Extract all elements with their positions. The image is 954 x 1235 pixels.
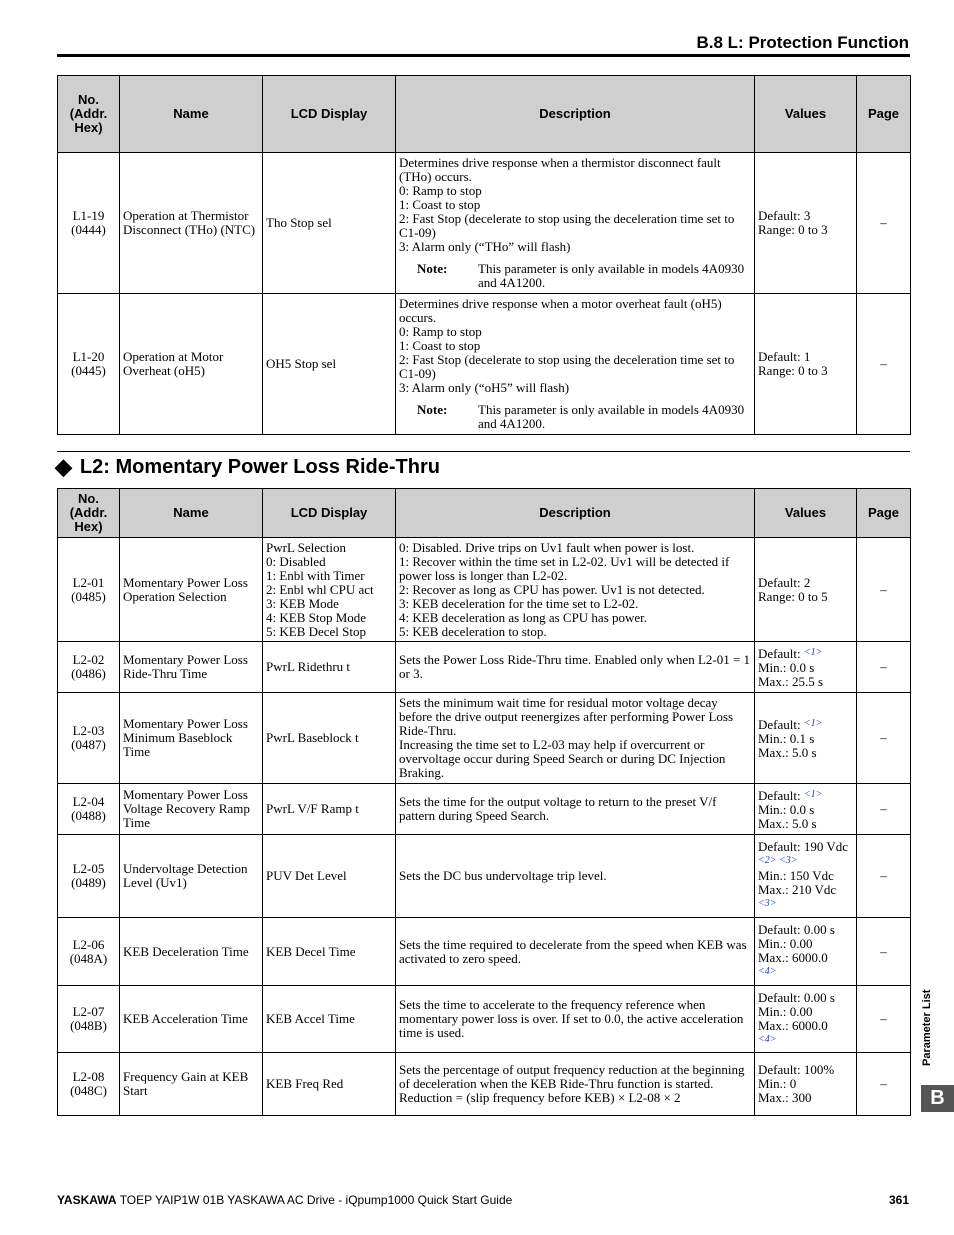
- section-title: L2: Momentary Power Loss Ride-Thru: [79, 455, 440, 478]
- footnote-ref[interactable]: <1>: [803, 717, 823, 729]
- param-page: –: [857, 835, 911, 918]
- param-page: –: [857, 918, 911, 986]
- param-page: –: [857, 1053, 911, 1116]
- param-lcd: PwrL Baseblock t: [263, 693, 396, 784]
- param-description: Sets the minimum wait time for residual motor voltage decay before the drive output reenergizes after performing Power Loss Ride-Thru. Increasing the time set to L2-03 may help if overcurrent or overvoltage occur during Speed Search or during DC Injection Braking.: [396, 693, 755, 784]
- col-header-description: Description: [396, 76, 755, 153]
- param-name: Momentary Power Loss Operation Selection: [120, 538, 263, 642]
- section-rule: [57, 451, 910, 452]
- diamond-bullet-icon: ◆: [55, 454, 72, 479]
- col-header-name: Name: [120, 76, 263, 153]
- param-description: 0: Disabled. Drive trips on Uv1 fault when power is lost. 1: Recover within the time set in L2-02. Uv1 will be detected if power loss is longer than L2-02. 2: Recover as long as CPU has power. Uv1 is not detected. 3: KEB deceleration for the time set to L2-02. 4: KEB deceleration as long as CPU has power. 5: KEB deceleration to stop.: [396, 538, 755, 642]
- parameter-table-l1: [57, 75, 911, 435]
- col-header-page: Page: [857, 489, 911, 538]
- param-lcd: OH5 Stop sel: [263, 294, 396, 435]
- param-values: Default: 3 Range: 0 to 3: [755, 153, 857, 294]
- param-name: Undervoltage Detection Level (Uv1): [120, 835, 263, 918]
- section-heading: [55, 454, 440, 480]
- param-lcd: KEB Decel Time: [263, 918, 396, 986]
- footnote-ref[interactable]: <1>: [803, 788, 823, 800]
- parameter-table-l2: [57, 488, 911, 1116]
- param-name: Frequency Gain at KEB Start: [120, 1053, 263, 1116]
- param-name: Operation at Motor Overheat (oH5): [120, 294, 263, 435]
- param-name: KEB Deceleration Time: [120, 918, 263, 986]
- param-page: –: [857, 538, 911, 642]
- table-row: [58, 153, 911, 294]
- param-lcd: PUV Det Level: [263, 835, 396, 918]
- running-header: B.8 L: Protection Function: [696, 33, 909, 52]
- param-values: Default: 0.00 s Min.: 0.00 Max.: 6000.0 $^{<4>}$: [755, 918, 857, 986]
- param-number: L2-04 (0488): [58, 784, 120, 835]
- param-number: L1-19 (0444): [58, 153, 120, 294]
- param-description: Determines drive response when a thermistor disconnect fault (THo) occurs. 0: Ramp to stop 1: Coast to stop 2: Fast Stop (decelerate to stop using the deceleration time set to C1-09) 3: Alarm only (“THo” will flash) Note: This parameter is only available in models 4A0930 and 4A1200.: [396, 153, 755, 294]
- table-row: [58, 693, 911, 784]
- param-page: –: [857, 153, 911, 294]
- param-description: Sets the Power Loss Ride-Thru time. Enabled only when L2-01 = 1 or 3.: [396, 642, 755, 693]
- param-lcd: PwrL Ridethru t: [263, 642, 396, 693]
- param-description: Sets the time for the output voltage to return to the preset V/f pattern during Speed Search.: [396, 784, 755, 835]
- param-note: Note: This parameter is only available in models 4A0930 and 4A1200.: [417, 261, 745, 290]
- param-values: Default: $^{<1>}$ Min.: 0.0 s Max.: 25.5 s: [755, 642, 857, 693]
- col-header-no: No. (Addr. Hex): [58, 489, 120, 538]
- table-row: [58, 538, 911, 642]
- footnote-ref[interactable]: <1>: [803, 646, 823, 658]
- param-values: Default: 190 Vdc $^{<2> <3>}$ Min.: 150 Vdc Max.: 210 Vdc $^{<3>}$: [755, 835, 857, 918]
- col-header-lcd: LCD Display: [263, 76, 396, 153]
- param-number: L1-20 (0445): [58, 294, 120, 435]
- footer-doc-info: YASKAWA TOEP YAIP1W 01B YASKAWA AC Drive - iQpump1000 Quick Start Guide: [57, 1193, 513, 1207]
- param-note: Note: This parameter is only available in models 4A0930 and 4A1200.: [417, 402, 745, 431]
- col-header-lcd: LCD Display: [263, 489, 396, 538]
- page-number: 361: [888, 1193, 909, 1207]
- table-row: [58, 986, 911, 1053]
- param-number: L2-03 (0487): [58, 693, 120, 784]
- table-row: [58, 642, 911, 693]
- param-values: Default: $^{<1>}$ Min.: 0.1 s Max.: 5.0 s: [755, 693, 857, 784]
- col-header-page: Page: [857, 76, 911, 153]
- param-name: Operation at Thermistor Disconnect (THo) (NTC): [120, 153, 263, 294]
- col-header-no: No. (Addr. Hex): [58, 76, 120, 153]
- table-row: [58, 835, 911, 918]
- param-description: Sets the DC bus undervoltage trip level.: [396, 835, 755, 918]
- param-lcd: KEB Accel Time: [263, 986, 396, 1053]
- param-values: Default: 2 Range: 0 to 5: [755, 538, 857, 642]
- param-description: Determines drive response when a motor overheat fault (oH5) occurs. 0: Ramp to stop 1: Coast to stop 2: Fast Stop (decelerate to stop using the deceleration time set to C1-09) 3: Alarm only (“oH5” will flash) Note: This parameter is only available in models 4A0930 and 4A1200.: [396, 294, 755, 435]
- param-lcd: Tho Stop sel: [263, 153, 396, 294]
- param-page: –: [857, 986, 911, 1053]
- col-header-values: Values: [755, 489, 857, 538]
- param-page: –: [857, 294, 911, 435]
- param-lcd: KEB Freq Red: [263, 1053, 396, 1116]
- param-number: L2-05 (0489): [58, 835, 120, 918]
- side-section-label: Parameter List: [921, 989, 933, 1066]
- footnote-ref[interactable]: <4>: [758, 1033, 777, 1045]
- param-name: Momentary Power Loss Minimum Baseblock Time: [120, 693, 263, 784]
- table-row: [58, 784, 911, 835]
- footnote-ref[interactable]: <4>: [758, 966, 777, 977]
- table-row: [58, 918, 911, 986]
- table-row: [58, 1053, 911, 1116]
- appendix-tab[interactable]: B: [921, 1085, 954, 1112]
- col-header-values: Values: [755, 76, 857, 153]
- param-description: Sets the time required to decelerate from the speed when KEB was activated to zero speed.: [396, 918, 755, 986]
- param-number: L2-08 (048C): [58, 1053, 120, 1116]
- param-page: –: [857, 642, 911, 693]
- param-page: –: [857, 784, 911, 835]
- param-values: Default: $^{<1>}$ Min.: 0.0 s Max.: 5.0 s: [755, 784, 857, 835]
- col-header-name: Name: [120, 489, 263, 538]
- param-number: L2-01 (0485): [58, 538, 120, 642]
- footnote-ref[interactable]: <3>: [758, 898, 777, 909]
- param-name: Momentary Power Loss Voltage Recovery Ramp Time: [120, 784, 263, 835]
- param-number: L2-06 (048A): [58, 918, 120, 986]
- param-values: Default: 0.00 s Min.: 0.00 Max.: 6000.0 $^{<4>}$: [755, 986, 857, 1053]
- param-description: Sets the percentage of output frequency reduction at the beginning of deceleration when the KEB Ride-Thru function is started. Reduction = (slip frequency before KEB) × L2-08 × 2: [396, 1053, 755, 1116]
- param-lcd: PwrL Selection 0: Disabled 1: Enbl with Timer 2: Enbl whl CPU act 3: KEB Mode 4: KEB Stop Mode 5: KEB Decel Stop: [263, 538, 396, 642]
- param-name: Momentary Power Loss Ride-Thru Time: [120, 642, 263, 693]
- param-name: KEB Acceleration Time: [120, 986, 263, 1053]
- param-description: Sets the time to accelerate to the frequency reference when momentary power loss is over. If set to 0.0, the active acceleration time is used.: [396, 986, 755, 1053]
- param-number: L2-07 (048B): [58, 986, 120, 1053]
- param-lcd: PwrL V/F Ramp t: [263, 784, 396, 835]
- col-header-description: Description: [396, 489, 755, 538]
- table-row: [58, 294, 911, 435]
- param-page: –: [857, 693, 911, 784]
- param-number: L2-02 (0486): [58, 642, 120, 693]
- param-values: Default: 1 Range: 0 to 3: [755, 294, 857, 435]
- header-rule: [57, 54, 910, 57]
- param-values: Default: 100% Min.: 0 Max.: 300: [755, 1053, 857, 1116]
- footnote-ref[interactable]: <2> <3>: [758, 855, 798, 866]
